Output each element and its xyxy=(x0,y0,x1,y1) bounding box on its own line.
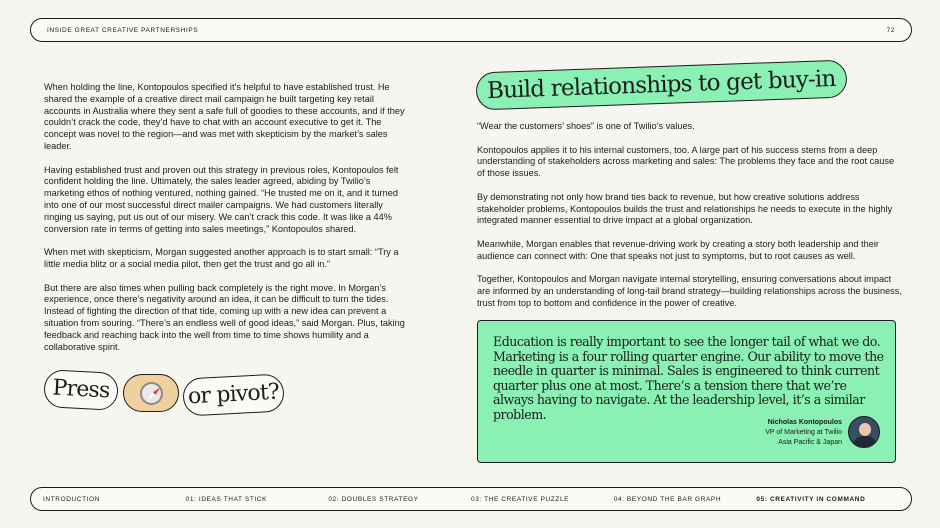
page-number: 72 xyxy=(886,26,895,34)
paragraph: Meanwhile, Morgan enables that revenue-driving work by creating a story both leadership and their audience can connect with: One that speaks not just to symptoms, but to root causes as well. xyxy=(477,238,879,261)
press-chip: Press xyxy=(43,369,119,411)
quote-region: Asia Pacific & Japan xyxy=(778,439,842,446)
nav-ideas-that-stick[interactable]: 01: IDEAS THAT STICK xyxy=(185,495,268,503)
quote-box xyxy=(477,320,896,463)
nav-creativity-in-command[interactable]: 05: CREATIVITY IN COMMAND xyxy=(756,495,866,503)
paragraph: Together, Kontopoulos and Morgan navigate internal storytelling, ensuring conversations about impact are informed by an understanding of long-tail brand strategy—building relationships across the business, trust from top to bottom and confidence in the power of creative. xyxy=(477,274,902,308)
quote-attribution xyxy=(765,418,842,448)
compass-chip xyxy=(123,374,179,412)
paragraph: By demonstrating not only how brand ties back to revenue, but how creative solutions address stakeholder problems, Kontopoulos builds the trust and relationships he needs to execute in the highly integrated manner essential to drive impact at a global organization. xyxy=(477,191,893,226)
quote-name: Nicholas Kontopoulos xyxy=(767,419,842,426)
paragraph: When met with skepticism, Morgan suggested another approach is to start small: “Try a little media blitz or a social media pilot, then get the trust and go all in.” xyxy=(44,247,399,269)
paragraph: But there are also times when pulling back completely is the right move. In Morgan’s experience, once there’s negativity around an idea, it can be difficult to turn the tides. Instead of fighting the direction of that tide, coming up with a new idea can prevent a situation from souring. “There’s an endless well of good ideas,” said Morgan. Plus, taking feedback and reaching back into the well from time to time shows humility and a collaborative spirit. xyxy=(44,282,405,352)
section-headline: Build relationships to get buy-in xyxy=(475,60,847,111)
pivot-chip: or pivot? xyxy=(182,373,285,416)
paragraph: “Wear the customers’ shoes” is one of Twilio’s values. xyxy=(477,121,695,131)
left-column xyxy=(44,82,410,365)
section-title: INSIDE GREAT CREATIVE PARTNERSHIPS xyxy=(47,26,199,34)
compass-icon xyxy=(140,382,163,405)
right-column xyxy=(477,121,902,322)
quote-text: Education is really important to see the longer tail of what we do. Marketing is a four rolling quarter engine. Our ability to move the needle in quarter is minimal. Sales is engineered to think current quarter plus one at most. There’s a tension there that we’re always having to navigate. At the leadership level, it’s a similar problem. xyxy=(493,334,884,422)
header-bar xyxy=(30,18,912,42)
nav-doubles-strategy[interactable]: 02: DOUBLES STRATEGY xyxy=(328,495,419,503)
nav-creative-puzzle[interactable]: 03: THE CREATIVE PUZZLE xyxy=(471,495,570,503)
quote-role: VP of Marketing at Twilio xyxy=(765,429,842,436)
paragraph: Having established trust and proven out this strategy in previous roles, Kontopoulos felt confident holding the line. Ultimately, the sales leader agreed, abiding by Twilio’s marketing ethos of nothing ventured, nothing gained. “He trusted me on it, and it turned into one of our most successful direct mailer campaigns. We had customers literally ringing us saying, put us out of our misery. We can’t crack this code. It was like a 44% conversion rate in terms of getting into sales meetings,” Kontopoulos shared. xyxy=(44,164,399,234)
footer-nav xyxy=(30,487,912,511)
nav-introduction[interactable]: INTRODUCTION xyxy=(43,495,101,503)
avatar xyxy=(848,416,880,448)
paragraph: Kontopoulos applies it to his internal customers, too. A large part of his success stems from a deep understanding of stakeholders across marketing and sales: The problems they face and the root cause of those issues. xyxy=(477,144,895,179)
paragraph: When holding the line, Kontopoulos specified it’s helpful to have established trust. He shared the example of a creative direct mail campaign he built targeting key retail accounts in Australia where they sent a safe full of goodies to these accounts, and if they couldn’t crack the code, they’d have to chat with an account executive to get it. The concept was novel to the region—and was met with skepticism by the market’s sales leader. xyxy=(44,82,405,151)
nav-beyond-bar-graph[interactable]: 04: BEYOND THE BAR GRAPH xyxy=(613,495,722,503)
